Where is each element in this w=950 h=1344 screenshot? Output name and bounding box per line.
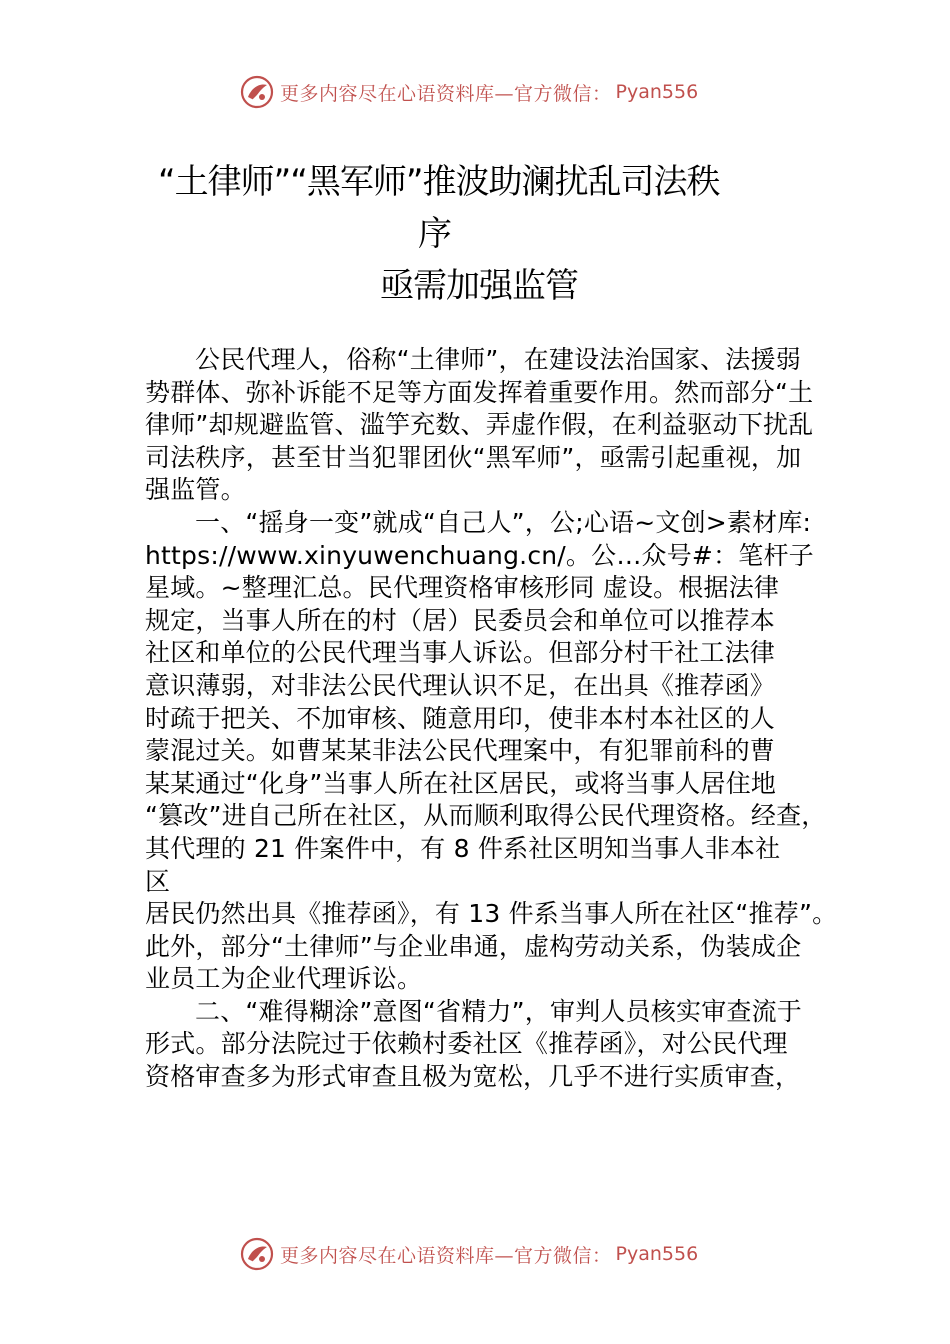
body-line: 形式。部分法院过于依赖村委社区《推荐函》，对公民代理 <box>145 1029 788 1059</box>
banner-wechat-handle: Pyan556 <box>615 81 699 103</box>
body-line: 二、“难得糊涂”意图“省精力”，审判人员核实审查流于 <box>195 996 803 1026</box>
body-line: 意识薄弱，对非法公民代理认识不足，在出具《推荐函》 <box>145 670 776 700</box>
banner-wechat-handle: Pyan556 <box>615 1243 699 1265</box>
banner-text: 更多内容尽在心语资料库—官方微信： <box>280 82 612 105</box>
document-title-line-1: “土律师”“黑军师”推波助澜扰乱司法秩 <box>158 162 720 202</box>
body-line: 业员工为企业代理诉讼。 <box>145 964 423 994</box>
body-line: 某某通过“化身”当事人所在社区居民，或将当事人居住地 <box>145 768 777 798</box>
brand-logo-icon <box>240 1237 274 1271</box>
body-line: 社区和单位的公民代理当事人诉讼。但部分村干社工法律 <box>145 638 776 668</box>
document-title-line-3: 亟需加强监管 <box>380 266 578 306</box>
body-line: 其代理的 21 件案件中，有 8 件系社区明知当事人非本社 <box>145 833 781 863</box>
body-line: 强监管。 <box>145 475 246 505</box>
body-line: 公民代理人，俗称“土律师”，在建设法治国家、法援弱 <box>195 345 801 374</box>
body-line: 区 <box>145 866 171 896</box>
body-line: 居民仍然出具《推荐函》，有 13 件系当事人所在社区“推荐”。 <box>145 899 838 929</box>
body-line: 资格审查多为形式审查且极为宽松，几乎不进行实质审查， <box>145 1062 801 1092</box>
body-line: 司法秩序，甚至甘当犯罪团伙“黑军师”，亟需引起重视，加 <box>145 442 802 472</box>
brand-logo-icon <box>240 75 274 109</box>
body-line: “篡改”进自己所在社区，从而顺利取得公民代理资格。经查， <box>145 801 827 831</box>
body-line: 规定，当事人所在的村（居）民委员会和单位可以推荐本 <box>145 605 776 635</box>
body-line: 蒙混过关。如曹某某非法公民代理案中，有犯罪前科的曹 <box>145 736 776 766</box>
body-line: 时疏于把关、不加审核、随意用印，使非本村本社区的人 <box>145 703 776 733</box>
document-title-line-2: 序 <box>418 214 451 254</box>
body-line: 势群体、弥补诉能不足等方面发挥着重要作用。然而部分“土 <box>145 377 814 407</box>
body-line: 一、“摇身一变”就成“自己人”，公;心语~文创>素材库: <box>195 507 812 537</box>
banner-text: 更多内容尽在心语资料库—官方微信： <box>280 1244 612 1267</box>
body-line: 此外，部分“土律师”与企业串通，虚构劳动关系，伪装成企 <box>145 931 802 961</box>
body-line: https://www.xinyuwenchuang.cn/。公…众号#：笔杆子 <box>145 540 814 570</box>
document-body <box>145 344 838 1094</box>
footer-watermark-banner <box>240 1236 698 1272</box>
body-line: 律师”却规避监管、滥竽充数、弄虚作假，在利益驱动下扰乱 <box>145 410 814 440</box>
header-watermark-banner <box>240 74 698 110</box>
body-line: 星域。~整理汇总。民代理资格审核形同 虚设。根据法律 <box>145 573 780 603</box>
